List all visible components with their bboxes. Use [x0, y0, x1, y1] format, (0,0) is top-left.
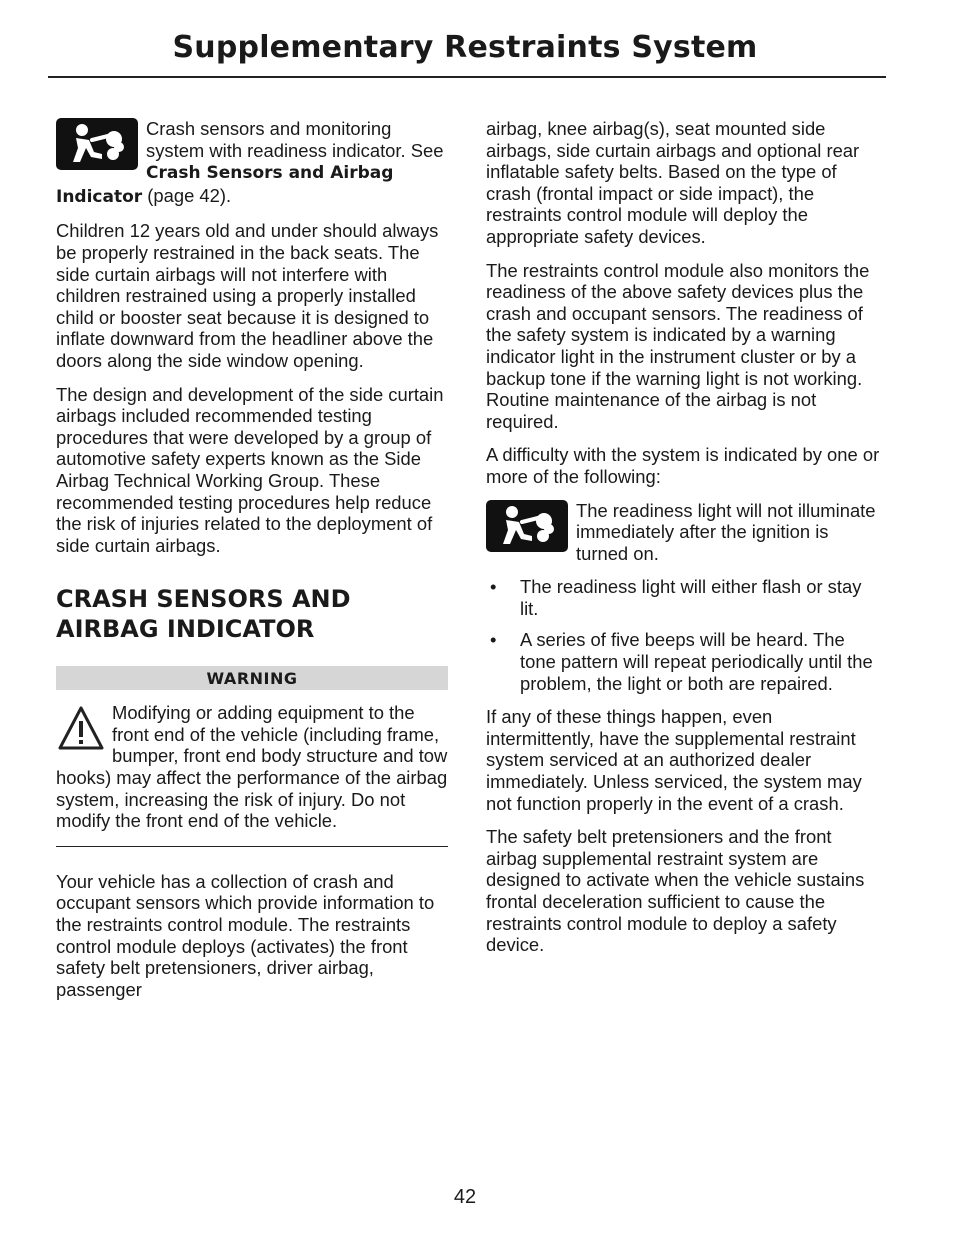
crash-sensors-link[interactable]: Crash Sensors and Airbag Indicator [56, 163, 394, 207]
side-curtain-design-paragraph: The design and development of the side curtain airbags included recommended testing procedures that were developed by a group of automotive safety experts known as the Side Airbag Technical Working Group. These recommended testing procedures help reduce the risk of injuries related to the deployment of side curtain airbags. [56, 383, 444, 556]
warning-text: Modifying or adding equipment to the front end of the vehicle (including frame, bumper, front end body structure and tow hooks) may affect the performance of the airbag system, increasing the risk of injury. Do not modify the front end of the vehicle. [56, 702, 448, 832]
list-item [486, 629, 881, 694]
warning-block [56, 702, 448, 832]
right-column [486, 118, 881, 968]
header-divider [48, 76, 886, 78]
airbag-warning-icon [486, 500, 568, 552]
page-header-title: Supplementary Restraints System [172, 30, 758, 65]
readiness-light-text: The readiness light will not illuminate immediately after the ignition is turned on. [576, 499, 876, 564]
intro-page-ref: (page 42). [142, 184, 232, 206]
list-item-text: A series of five beeps will be heard. The tone pattern will repeat periodically until the problem, the light or both are repaired. [520, 629, 873, 694]
service-paragraph: If any of these things happen, even intermittently, have the supplemental restraint system serviced at an authorized dealer immediately. Unless serviced, the system may not function properly in the event of a crash. [486, 706, 862, 814]
list-item-text: The readiness light will either flash or stay lit. [520, 576, 862, 619]
sensors-collection-paragraph: Your vehicle has a collection of crash and occupant sensors which provide information to the restraints control module. The restraints control module deploys (activates) the front safety belt pretensioners, driver airbag, passenger [56, 870, 435, 1000]
intro-paragraph [56, 118, 448, 208]
airbag-deploy-paragraph: airbag, knee airbag(s), seat mounted side airbags, side curtain airbags and optional rear inflatable safety belts. Based on the type of crash (frontal impact or side impact), the restraints control module will deploy the appropriate safety devices. [486, 118, 860, 247]
list-item [486, 576, 881, 619]
readiness-monitor-paragraph: The restraints control module also monitors the readiness of the above safety devices plus the crash and occupant sensors. The readiness of the safety system is indicated by a warning indicator light in the instrument cluster or by a backup tone if the warning light is not working. Routine maintenance of the airbag is not required. [486, 259, 870, 432]
difficulty-intro-paragraph: A difficulty with the system is indicated by one or more of the following: [486, 444, 880, 487]
readiness-light-note [486, 500, 881, 565]
bullet-icon: • [490, 576, 497, 598]
pretensioner-paragraph: The safety belt pretensioners and the front airbag supplemental restraint system are designed to activate when the vehicle sustains frontal deceleration sufficient to cause the restraints control module to deploy a safety device. [486, 826, 865, 956]
left-column [56, 118, 448, 1012]
symptom-list [486, 576, 881, 694]
children-restraint-paragraph: Children 12 years old and under should always be properly restrained in the back seats. The side curtain airbags will not interfere with children restrained using a properly installed child or booster seat because it is designed to inflate downward from the headliner above the doors along the side window opening. [56, 220, 439, 371]
warning-divider [56, 846, 448, 847]
airbag-warning-icon [56, 118, 138, 170]
intro-text: Crash sensors and monitoring system with readiness indicator. See [146, 118, 444, 161]
page-number: 42 [453, 1186, 477, 1208]
warning-label: WARNING [56, 666, 448, 690]
bullet-icon: • [490, 629, 497, 651]
section-heading: CRASH SENSORS AND AIRBAG INDICATOR [56, 585, 351, 644]
warning-triangle-icon [56, 704, 106, 754]
